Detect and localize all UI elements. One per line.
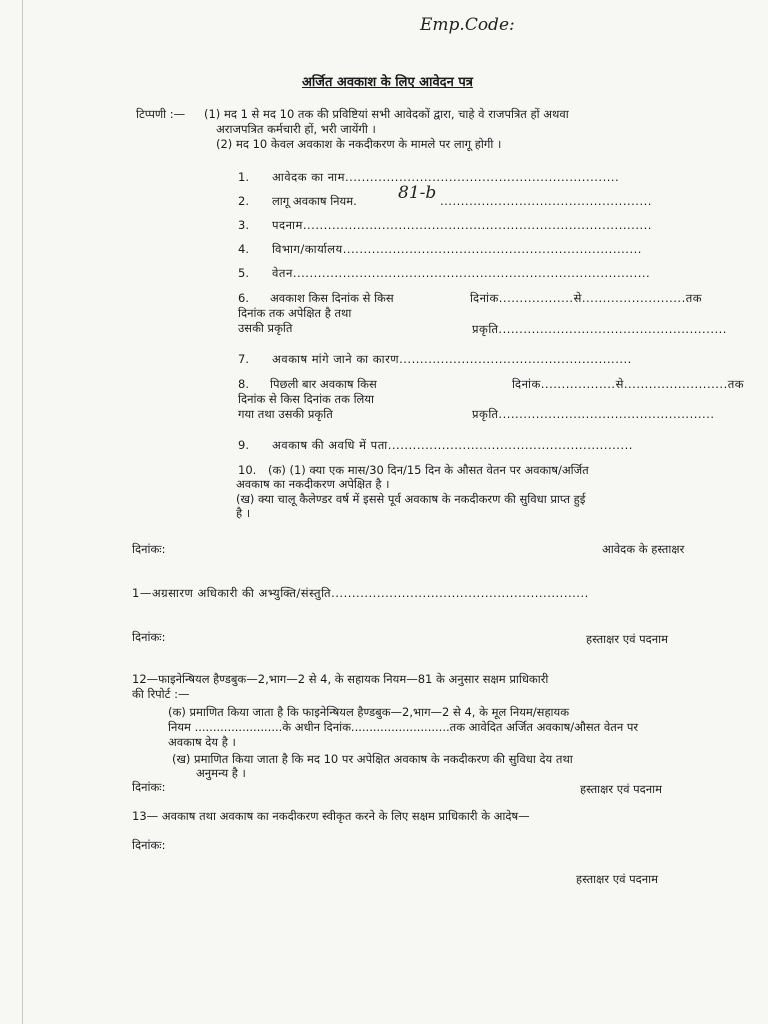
item-8-line-1: पिछली बार अवकाष किस	[270, 377, 377, 391]
item-5-number: 5.	[238, 266, 249, 280]
item-10-a-line-2: अवकाष का नकदीकरण अपेक्षित है ।	[236, 477, 390, 491]
section-13-line-1: 13— अवकाष तथा अवकाष का नकदीकरण स्वीकृत करने के लिए सक्षम प्राधिकारी के आदेष—	[132, 809, 530, 823]
item-10-b-line-2: है ।	[236, 506, 251, 520]
item-6-date-range: दिनांक..................से.........................तक	[470, 291, 703, 305]
section-12-line-2: की रिपोर्ट :—	[132, 687, 190, 701]
item-9-number: 9.	[238, 438, 249, 452]
note-label: टिप्पणी :—	[136, 107, 186, 121]
section-12-b-line-2: अनुमन्य है ।	[196, 766, 246, 780]
item-1-applicant-name: आवेदक का नाम..................................................................	[272, 170, 620, 184]
item-7-reason: अवकाष मांगे जाने का कारण........................................................	[272, 352, 632, 366]
item-9-address: अवकाष की अवधि में पता...........................................................	[272, 438, 633, 452]
section-12-line-1: 12—फाइनेन्षियल हैण्डबुक—2,भाग—2 से 4, के सहायक नियम—81 के अनुसार सक्षम प्राधिकारी	[132, 672, 549, 686]
item-4-department: विभाग/कार्यालय........................................................................	[272, 242, 642, 256]
item-6-line-2: दिनांक तक अपेक्षित है तथा	[238, 306, 352, 320]
section-12-signature-label: हस्ताक्षर एवं पदनाम	[580, 782, 663, 796]
section-12-a-line-1: (क) प्रमाणित किया जाता है कि फाइनेन्षियल हैण्डबुक—2,भाग—2 से 4, के मूल नियम/सहायक	[168, 705, 570, 719]
applicant-signature-label: आवेदक के हस्ताक्षर	[602, 542, 685, 556]
forwarding-date-label: दिनांकः:	[132, 630, 166, 644]
applicant-date-label: दिनांकः:	[132, 542, 166, 556]
section-12-b-line-1: (ख) प्रमाणित किया जाता है कि मद 10 पर अपेक्षित अवकाष के नकदीकरण की सुविधा देय तथा	[172, 752, 573, 766]
emp-code-handwritten: Emp.Code:	[420, 15, 515, 35]
forwarding-signature-label: हस्ताक्षर एवं पदनाम	[586, 632, 669, 646]
item-7-number: 7.	[238, 352, 249, 366]
section-12-a-line-3: अवकाष देय है ।	[168, 735, 236, 749]
item-6-line-1: अवकाश किस दिनांक से किस	[270, 291, 394, 305]
item-10-number: 10.	[238, 463, 257, 477]
item-8-number: 8.	[238, 377, 249, 391]
item-6-nature: प्रकृति.......................................................	[472, 322, 727, 336]
forwarding-officer-remarks: 1—अग्रसारण अधिकारी की अभ्युक्ति/संस्तुति..............................................................	[132, 586, 589, 600]
item-8-line-2: दिनांक से किस दिनांक तक लिया	[238, 392, 375, 406]
scan-edge-line	[22, 0, 23, 1024]
item-8-date-range: दिनांक..................से.........................तक	[512, 377, 745, 391]
section-13-date-label: दिनांकः:	[132, 838, 166, 852]
item-10-b-line-1: (ख) क्या चालू कैलेण्डर वर्ष में इससे पूर्व अवकाष के नकदीकरण की सुविधा प्राप्त हुई	[236, 492, 586, 506]
section-12-a-line-2: नियम ........................के अधीन दिनांक...........................तक आवेदित अर्जित अवकाष/औसत वेतन पर	[168, 720, 639, 734]
item-2-leave-rule-label: लागू अवकाष नियम.	[272, 194, 357, 208]
item-10-a-line-1: (क) (1) क्या एक मास/30 दिन/15 दिन के औसत वेतन पर अवकाष/अर्जित	[268, 463, 589, 477]
item-8-line-3: गया तथा उसकी प्रकृति	[238, 407, 333, 421]
note-line-2: (2) मद 10 केवल अवकाश के नकदीकरण के मामले पर लागू होगी ।	[216, 137, 502, 151]
form-title: अर्जित अवकाश के लिए आवेदन पत्र	[302, 75, 473, 90]
item-6-number: 6.	[238, 291, 249, 305]
item-2-number: 2.	[238, 194, 249, 208]
section-13-signature-label: हस्ताक्षर एवं पदनाम	[576, 872, 659, 886]
item-3-designation: पदनाम....................................................................................	[272, 218, 652, 232]
section-12-date-label: दिनांकः:	[132, 780, 166, 794]
item-2-handwritten-value: 81-b	[398, 183, 437, 203]
item-6-line-3: उसकी प्रकृति	[238, 321, 293, 335]
item-2-dots: ...................................................	[440, 194, 652, 208]
item-4-number: 4.	[238, 242, 249, 256]
item-3-number: 3.	[238, 218, 249, 232]
note-line-1b: अराजपत्रित कर्मचारी हों, भरी जायेंगी ।	[216, 122, 376, 136]
item-5-salary: वेतन......................................................................................	[272, 266, 651, 280]
item-8-nature: प्रकृति....................................................	[472, 407, 715, 421]
item-1-number: 1.	[238, 170, 249, 184]
note-line-1: (1) मद 1 से मद 10 तक की प्रविष्टियां सभी आवेदकों द्वारा, चाहे वे राजपत्रित हों अथवा	[204, 107, 569, 121]
